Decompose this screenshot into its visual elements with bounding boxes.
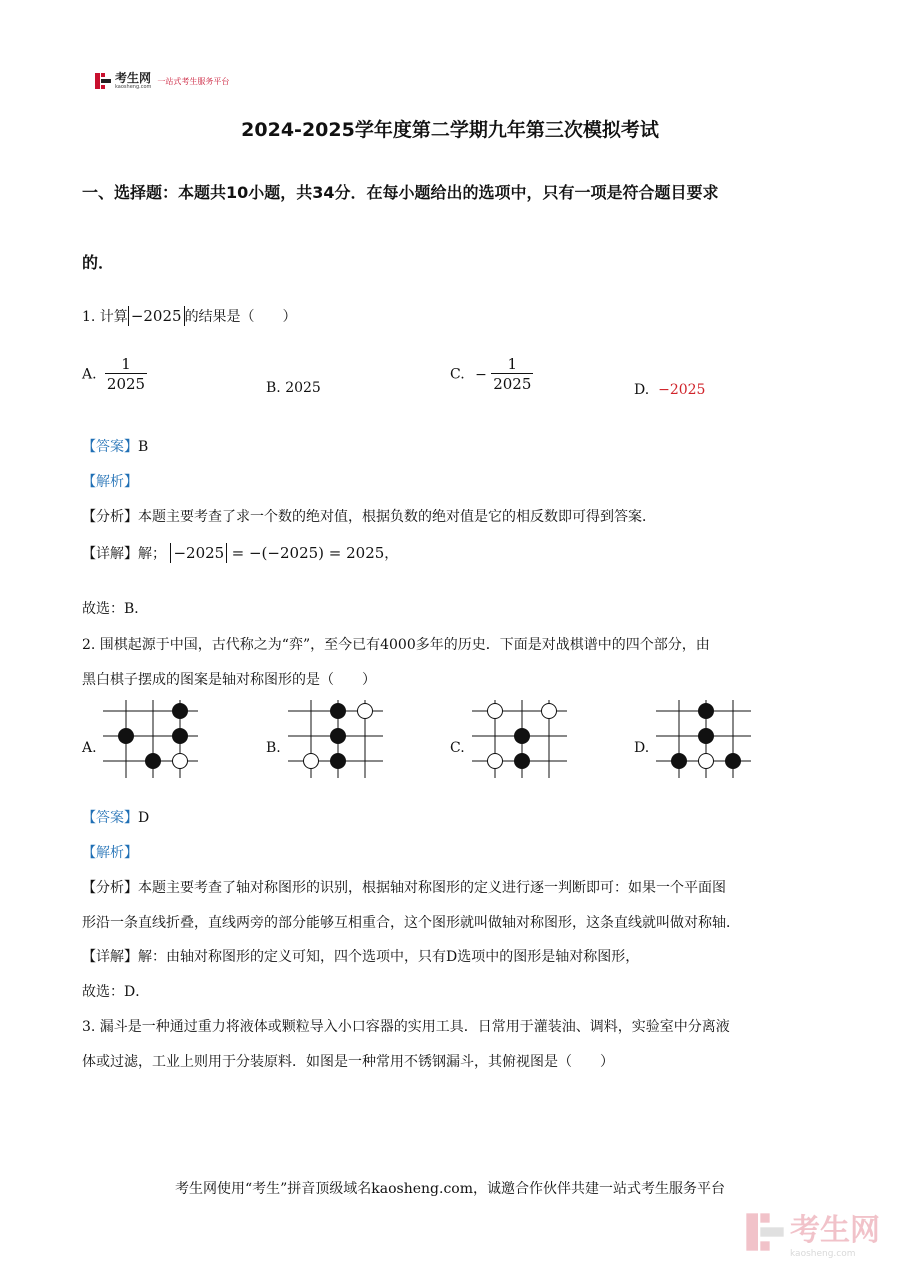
black-stone: [330, 703, 346, 719]
q1-conclusion: 故选：B．: [82, 601, 149, 617]
section-heading-line1: 一、选择题：本题共10小题，共34分．在每小题给出的选项中，只有一项是符合题目要求: [82, 183, 719, 202]
xiangjie-abs: −2025: [170, 543, 227, 563]
option-label: D.: [634, 382, 650, 398]
white-stone: [699, 754, 714, 769]
q2-label-a: A.: [82, 740, 97, 756]
watermark-domain: kaosheng.com: [790, 1249, 856, 1259]
q2-answer: [82, 808, 149, 828]
q2-fenxi-line2: 形沿一条直线折叠，直线两旁的部分能够互相重合，这个图形就叫做轴对称图形，这条直线就叫做对称轴．: [82, 915, 740, 931]
white-stone: [173, 754, 188, 769]
xiangjie-equation: = −(−2025) = 2025: [231, 544, 385, 562]
option-sign: −: [475, 366, 487, 383]
numerator: 1: [507, 355, 518, 373]
option-label: B.: [266, 380, 281, 396]
go-pattern-b: [288, 700, 383, 780]
header-logo: [95, 72, 229, 90]
q1-a-fraction: [105, 355, 147, 394]
black-stone: [514, 728, 530, 744]
q1-analysis-tag: 【解析】: [82, 474, 138, 490]
black-stone: [330, 728, 346, 744]
white-stone: [358, 704, 373, 719]
option-label: A.: [82, 366, 97, 383]
xiangjie-text: 解：由轴对称图形的定义可知，四个选项中，只有D选项中的图形是轴对称图形，: [138, 949, 640, 965]
logo-domain: kaosheng.com: [115, 84, 152, 90]
black-stone: [514, 753, 530, 769]
black-stone: [698, 728, 714, 744]
answer-value: D: [138, 810, 150, 826]
numerator: 1: [121, 355, 131, 373]
page-title: 2024-2025学年度第二学期九年第三次模拟考试: [241, 119, 659, 141]
black-stone: [172, 728, 188, 744]
black-stone: [725, 753, 741, 769]
white-stone: [304, 754, 319, 769]
q1-abs-expr: −2025: [128, 306, 185, 326]
page-footer: 考生网使用“考生”拼音顶级域名kaosheng.com，诚邀合作伙伴共建一站式考生服务平台: [174, 1181, 726, 1197]
black-stone: [145, 753, 161, 769]
q2-label-c: C.: [450, 740, 465, 756]
q2-xiangjie: [82, 947, 639, 967]
answer-tag: 【答案】: [82, 439, 138, 455]
xiangjie-pre: 解；: [138, 546, 166, 562]
q2-stem-line1: 2. 围棋起源于中国，古代称之为“弈”，至今已有4000多年的历史．下面是对战棋谱中的四个部分，由: [82, 637, 710, 653]
logo-icon: [95, 72, 111, 90]
go-pattern-d: [656, 700, 751, 780]
answer-value: B: [138, 439, 149, 455]
option-text: −2025: [658, 382, 706, 398]
black-stone: [698, 703, 714, 719]
black-stone: [118, 728, 134, 744]
watermark-brand: 考生网: [790, 1213, 880, 1248]
black-stone: [330, 753, 346, 769]
q1-c-fraction: [491, 355, 533, 394]
q2-analysis-tag: 【解析】: [82, 845, 138, 861]
q2-fenxi-line1: [82, 878, 726, 898]
watermark: [746, 1205, 880, 1259]
answer-tag: 【答案】: [82, 810, 138, 826]
option-label: C.: [450, 366, 465, 383]
fenxi-text: 本题主要考查了轴对称图形的识别，根据轴对称图形的定义进行逐一判断即可：如果一个平面图: [138, 880, 726, 896]
q2-conclusion: 故选：D．: [82, 984, 150, 1000]
q1-xiangjie: [82, 543, 398, 564]
fenxi-tag: 【分析】: [82, 880, 138, 896]
watermark-logo-icon: [746, 1211, 784, 1253]
q3-stem-line1: 3. 漏斗是一种通过重力将液体或颗粒导入小口容器的实用工具．日常用于灌装油、调料，实验室中分离液: [82, 1019, 730, 1035]
q1-stem: [82, 306, 297, 327]
xiangjie-tag: 【详解】: [82, 949, 138, 965]
black-stone: [671, 753, 687, 769]
section-heading-line2: 的．: [82, 253, 115, 272]
denominator: 2025: [106, 375, 146, 393]
q2-stem-line2: 黑白棋子摆成的图案是轴对称图形的是（ ）: [82, 672, 376, 688]
xiangjie-post: ，: [384, 546, 399, 562]
q1-stem-post: 的结果是（ ）: [184, 309, 297, 325]
option-text: 2025: [285, 380, 321, 396]
q1-option-c: [450, 355, 533, 394]
q1-option-a: [82, 355, 147, 394]
white-stone: [488, 754, 503, 769]
go-pattern-c: [472, 700, 567, 780]
white-stone: [488, 704, 503, 719]
xiangjie-tag: 【详解】: [82, 546, 138, 562]
q1-stem-pre: 1. 计算: [82, 309, 128, 325]
q1-fenxi: [82, 507, 656, 527]
go-pattern-a: [103, 700, 198, 780]
q2-label-d: D.: [634, 740, 650, 756]
q3-stem-line2: 体或过滤，工业上则用于分装原料．如图是一种常用不锈钢漏斗，其俯视图是（ ）: [82, 1054, 614, 1070]
denominator: 2025: [493, 375, 532, 393]
white-stone: [542, 704, 557, 719]
fenxi-text: 本题主要考查了求一个数的绝对值，根据负数的绝对值是它的相反数即可得到答案．: [138, 509, 656, 525]
q2-label-b: B.: [266, 740, 281, 756]
q1-option-b: [266, 378, 321, 398]
logo-brand: 考生网: [115, 71, 152, 85]
fenxi-tag: 【分析】: [82, 509, 138, 525]
q1-answer: [82, 437, 148, 457]
black-stone: [172, 703, 188, 719]
q1-option-d: [634, 380, 705, 400]
logo-slogan: 一站式考生服务平台: [157, 76, 230, 86]
